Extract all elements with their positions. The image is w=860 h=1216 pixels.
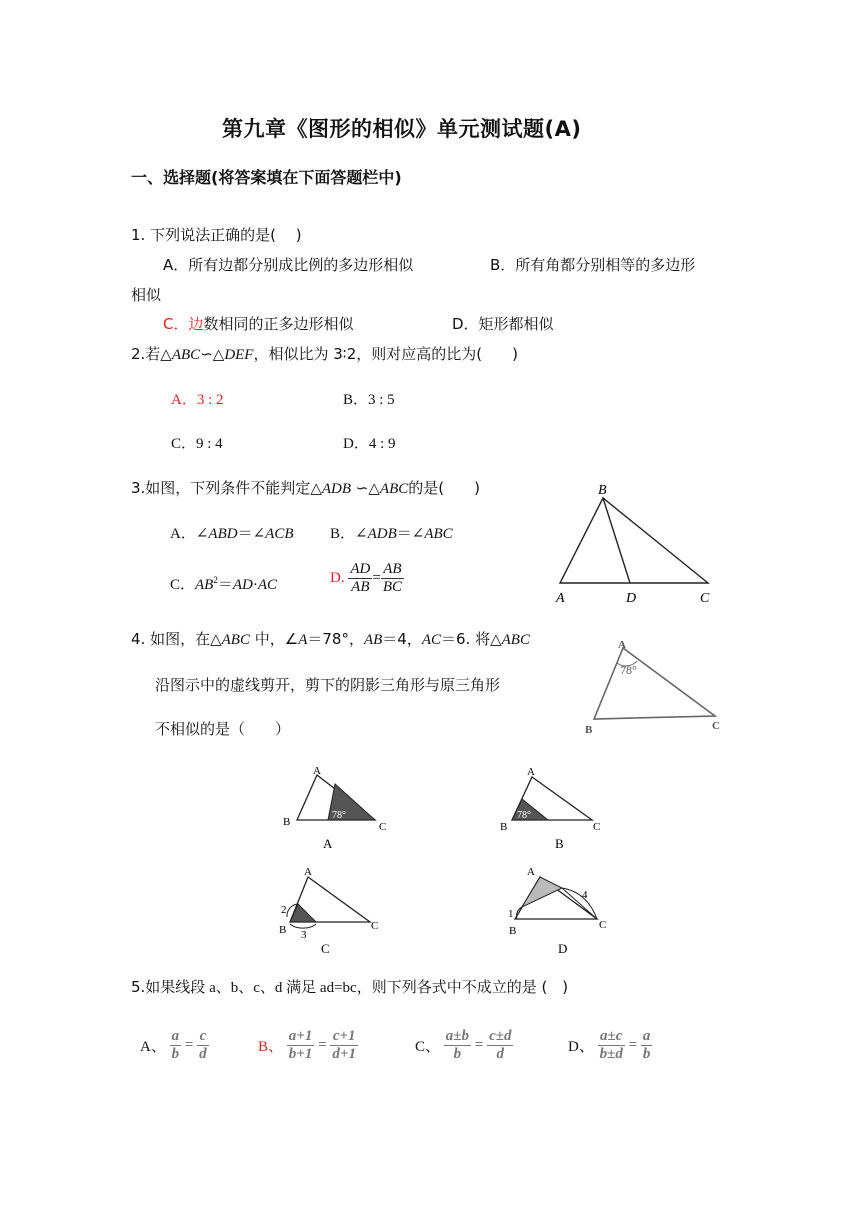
frac-denominator: b±d — [599, 1046, 623, 1062]
label-a: A — [618, 639, 626, 651]
frac-numerator: c — [197, 1028, 209, 1046]
q2-option-d: D．4 : 9 — [343, 436, 396, 452]
label-a: A — [304, 866, 312, 878]
q3-option-a-label: A．∠ — [170, 526, 209, 542]
q4-abc: ABC — [221, 632, 250, 648]
page-title: 第九章《图形的相似》单元测试题(A) — [222, 117, 582, 141]
q3-stem — [131, 477, 480, 498]
q3-option-a-expr: ABD — [208, 526, 238, 542]
q3-option-c-sup: 2 — [213, 575, 218, 585]
q4-a: A — [298, 632, 308, 648]
q3-triangle-figure — [548, 478, 724, 608]
label-a: A — [527, 866, 535, 878]
label-c: C — [379, 821, 387, 833]
label-d: D — [626, 591, 637, 606]
q3-option-d-frac2 — [381, 561, 404, 596]
label-a: A — [313, 765, 321, 777]
q4-main-triangle — [580, 636, 730, 740]
q3-sim: ∽△ — [351, 479, 380, 497]
q5-option-c — [415, 1028, 513, 1063]
q4-line1 — [131, 628, 530, 649]
equals-sign: = — [184, 1037, 194, 1053]
frac-denominator: b — [642, 1046, 651, 1062]
q3-option-c-expr: AB — [195, 577, 214, 593]
q3-adb: ADB — [321, 481, 352, 497]
label-b: B — [509, 925, 517, 937]
q5-text: 满足 — [286, 978, 317, 996]
q1-option-c — [163, 313, 354, 334]
label-c: C — [700, 591, 710, 606]
q5-option-a-label: A、 — [140, 1039, 166, 1055]
frac — [641, 1028, 653, 1063]
frac-denominator: b — [453, 1046, 462, 1062]
triangle-abc — [594, 648, 715, 719]
label-b: B — [598, 483, 607, 498]
q1-option-b-cont: 相似 — [131, 286, 162, 304]
q3-option-a-eq: ＝∠ — [237, 526, 266, 542]
label-c: C — [371, 920, 379, 932]
q5-option-d-label: D、 — [568, 1039, 594, 1055]
frac — [330, 1028, 358, 1063]
q3-stem-post: 的是( ) — [408, 479, 480, 497]
label-c: C — [593, 821, 601, 833]
frac — [197, 1028, 209, 1063]
q4-text: 中，∠ — [249, 630, 299, 648]
frac-denominator: BC — [382, 579, 402, 595]
q3-option-c-expr3: AC — [257, 577, 278, 593]
equals-sign: = — [318, 1037, 327, 1053]
q5-text: 5.如果线段 — [131, 978, 206, 996]
label-b: B — [585, 724, 593, 736]
q3-stem-pre: 3.如图，下列条件不能判定△ — [131, 479, 322, 497]
q4-option-a-figure — [280, 762, 400, 852]
q4-text: ＝4， — [382, 630, 422, 648]
q2-abc: ABC — [171, 347, 201, 363]
cut-line — [562, 888, 597, 919]
frac-denominator: b — [171, 1046, 180, 1062]
q5-option-c-label: C、 — [415, 1039, 441, 1055]
equals-sign: = — [628, 1037, 638, 1053]
q3-option-c-dot: · — [252, 577, 258, 593]
length-label: 2 — [281, 904, 287, 916]
angle-label: 78° — [517, 810, 531, 821]
side-arc — [290, 924, 316, 928]
q3-option-c-label: C． — [170, 577, 196, 593]
q5-option-b — [258, 1028, 358, 1063]
q4-line2: 沿图示中的虚线剪开，剪下的阴影三角形与原三角形 — [155, 676, 501, 694]
q5-cond: ad=bc — [316, 980, 357, 996]
q1-option-d: D．矩形都相似 — [452, 315, 554, 333]
frac-numerator: a±b — [445, 1028, 469, 1044]
frac — [487, 1028, 513, 1063]
q3-option-b-eq: ＝∠ — [396, 526, 425, 542]
frac-numerator: a — [171, 1028, 180, 1044]
label-a: A — [527, 766, 535, 778]
q3-option-b — [330, 522, 453, 543]
frac-numerator: a — [642, 1028, 651, 1044]
label-b: B — [283, 816, 291, 828]
label-c: C — [599, 919, 607, 931]
q1-option-a: A．所有边都分别成比例的多边形相似 — [163, 256, 414, 274]
q3-option-d-label: D. — [330, 570, 345, 586]
q3-option-d-frac1 — [348, 561, 372, 596]
frac-numerator: c±d — [489, 1028, 512, 1044]
label-c: C — [712, 720, 720, 732]
q5-option-d — [568, 1028, 652, 1063]
q2-stem-pre: 2.若△ — [131, 345, 172, 363]
length-label: 4 — [582, 889, 588, 901]
q4-option-c-figure — [278, 862, 398, 957]
q2-option-a: A．3 : 2 — [171, 392, 224, 408]
q4-option-d-figure — [502, 862, 622, 957]
q2-option-c: C．9 : 4 — [171, 436, 223, 452]
q2-option-b: B．3 : 5 — [343, 392, 395, 408]
q4-ab: AB — [363, 632, 383, 648]
segment-bd — [603, 498, 630, 583]
option-label: D — [558, 941, 568, 956]
length-label: 1 — [508, 908, 514, 920]
frac-denominator: AB — [351, 579, 370, 595]
option-label: A — [323, 836, 333, 851]
frac-numerator: a±c — [598, 1028, 625, 1046]
q2-stem — [131, 343, 518, 364]
label-a: A — [556, 591, 565, 606]
frac-denominator: b+1 — [288, 1046, 313, 1062]
q4-text: 4. 如图，在△ — [131, 630, 222, 648]
q3-option-b-expr: ADB — [367, 526, 397, 542]
label-b: B — [500, 821, 508, 833]
q4-ac: AC — [421, 632, 441, 648]
q4-abc2: ABC — [501, 632, 530, 648]
shaded-triangle — [522, 877, 562, 907]
q3-option-c-eq: ＝ — [217, 577, 233, 593]
q4-text: ＝6. 将△ — [441, 630, 502, 648]
triangle-abc — [560, 498, 708, 583]
q3-option-a — [170, 522, 294, 543]
frac — [287, 1028, 315, 1063]
angle-label: 78° — [620, 663, 637, 677]
frac-numerator: a+1 — [288, 1028, 313, 1044]
q2-sim: ∽△ — [200, 345, 225, 363]
frac — [444, 1028, 471, 1063]
q2-def: DEF — [224, 347, 254, 363]
option-label: B — [555, 836, 564, 851]
frac — [170, 1028, 182, 1063]
frac-numerator: AD — [350, 561, 371, 577]
q3-option-a-expr2: ACB — [265, 526, 294, 542]
q2-stem-post: ，相似比为 3∶2，则对应高的比为( ) — [253, 345, 518, 363]
q5-stem — [131, 976, 568, 997]
option-label: C — [321, 941, 330, 956]
q5-option-b-label: B、 — [258, 1039, 284, 1055]
equals-sign: = — [474, 1037, 484, 1053]
frac-numerator: AB — [381, 561, 404, 579]
label-b: B — [279, 924, 287, 936]
frac-denominator: d — [496, 1046, 504, 1062]
q4-line3: 不相似的是（ ） — [155, 720, 291, 738]
q3-option-b-label: B．∠ — [330, 526, 368, 542]
q1-stem: 1. 下列说法正确的是( ) — [131, 226, 302, 244]
q3-option-b-expr2: ABC — [424, 526, 453, 542]
q1-option-b: B．所有角都分别相等的多边形 — [490, 256, 696, 274]
frac-numerator: c+1 — [330, 1028, 358, 1046]
length-label: 3 — [301, 929, 307, 941]
frac-denominator: d — [199, 1046, 207, 1062]
q5-vars: a、b、c、d — [205, 980, 287, 996]
q3-option-d-eq: = — [372, 570, 381, 586]
q3-option-c — [170, 573, 277, 594]
frac-denominator: d+1 — [332, 1046, 356, 1062]
section-heading: 一、选择题(将答案填在下面答题栏中) — [131, 168, 402, 187]
q1-option-c-text: 数相同的正多边形相似 — [203, 315, 354, 333]
q4-option-b-figure — [500, 762, 620, 852]
q3-abc: ABC — [379, 481, 409, 497]
angle-label: 78° — [332, 810, 346, 821]
q1-option-c-prefix: C．边 — [163, 315, 204, 333]
q5-text: ，则下列各式中不成立的是 ( ) — [356, 978, 569, 996]
shaded-triangle — [290, 904, 316, 922]
q3-option-c-expr2: AD — [232, 577, 253, 593]
q3-option-d — [330, 561, 404, 596]
frac — [598, 1028, 625, 1063]
q4-text: ＝78°， — [307, 630, 364, 648]
q5-option-a — [140, 1028, 209, 1063]
